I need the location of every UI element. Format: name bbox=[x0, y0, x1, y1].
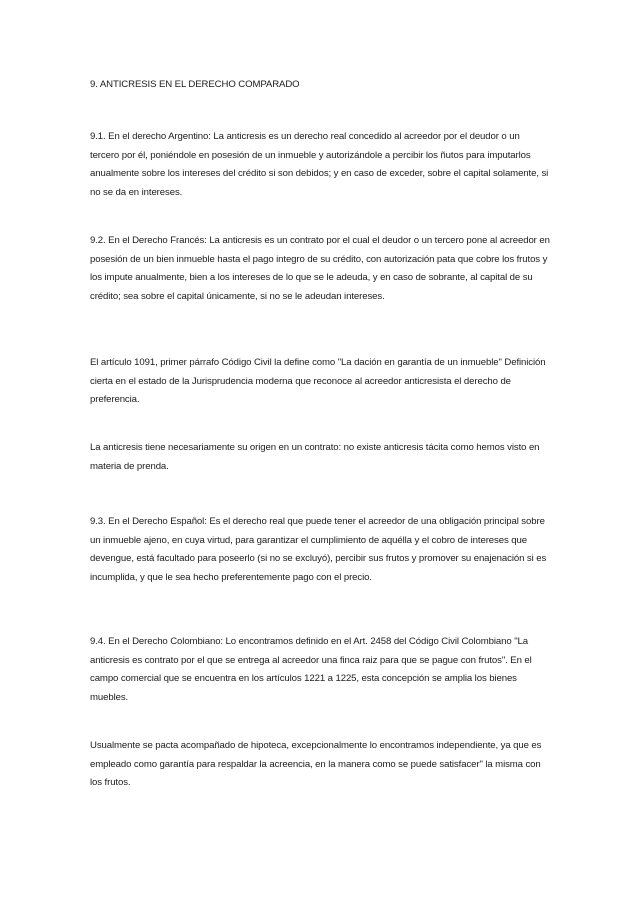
paragraph-espana: 9.3. En el Derecho Español: Es el derecho real que puede tener el acreedor de una obligación principal sobre un inmueble ajeno, en cuya virtud, para garantizar el cumplimiento de aquélla y el cobro de intereses que devengue, está facultado para poseerlo (si no se excluyó), percibir sus frutos y promover su enajenación si es incumplida, y que le sea hecho preferentemente pago con el precio. bbox=[90, 516, 547, 583]
paragraph-francia: 9.2. En el Derecho Francés: La anticresis es un contrato por el cual el deudor o un tercero pone al acreedor en posesión de un bien inmueble hasta el pago integro de su crédito, con autorización pata que cobre los frutos y los impute anualmente, bien a los intereses de lo que se le adeuda, y en caso de sobrante, al capital de su crédito; sea sobre el capital únicamente, si no se le adeudan intereses. bbox=[90, 235, 550, 302]
paragraph-anticresis-contrato: La anticresis tiene necesariamente su origen en un contrato: no existe anticresis tácita como hemos visto en materia de prenda. bbox=[90, 442, 540, 472]
paragraph-colombia: 9.4. En el Derecho Colombiano: Lo encontramos definido en el Art. 2458 del Código Civil Colombiano "La anticresis es contrato por el que se entrega al acreedor una finca raiz para que se pague con frutos". En el campo comercial que se encuentra en los artículos 1221 a 1225, esta concepción se amplia los bienes muebles. bbox=[90, 636, 532, 703]
paragraph-articulo-1091: El artículo 1091, primer párrafo Código Civil la define como "La dación en garantía de un inmueble" Definición cierta en el estado de la Jurisprudencia moderna que reconoce al acreedor anticresista el derecho de preferencia. bbox=[90, 357, 546, 406]
paragraph-hipoteca: Usualmente se pacta acompañado de hipoteca, excepcionalmente lo encontramos independiente, ya que es empleado como garantía para respaldar la acreencia, en la manera como se puede satisfacer" la misma con los frutos. bbox=[90, 740, 542, 789]
section-heading: 9. ANTICRESIS EN EL DERECHO COMPARADO bbox=[90, 79, 300, 90]
paragraph-argentina: 9.1. En el derecho Argentino: La anticresis es un derecho real concedido al acreedor por el deudor o un tercero por él, poniéndole en posesión de un inmueble y autorizándole a percibir los ñutos para imputarlos anualmente sobre los intereses del crédito si son debidos; y en caso de exceder, sobre el capital solamente, si no se da en intereses. bbox=[90, 131, 549, 198]
